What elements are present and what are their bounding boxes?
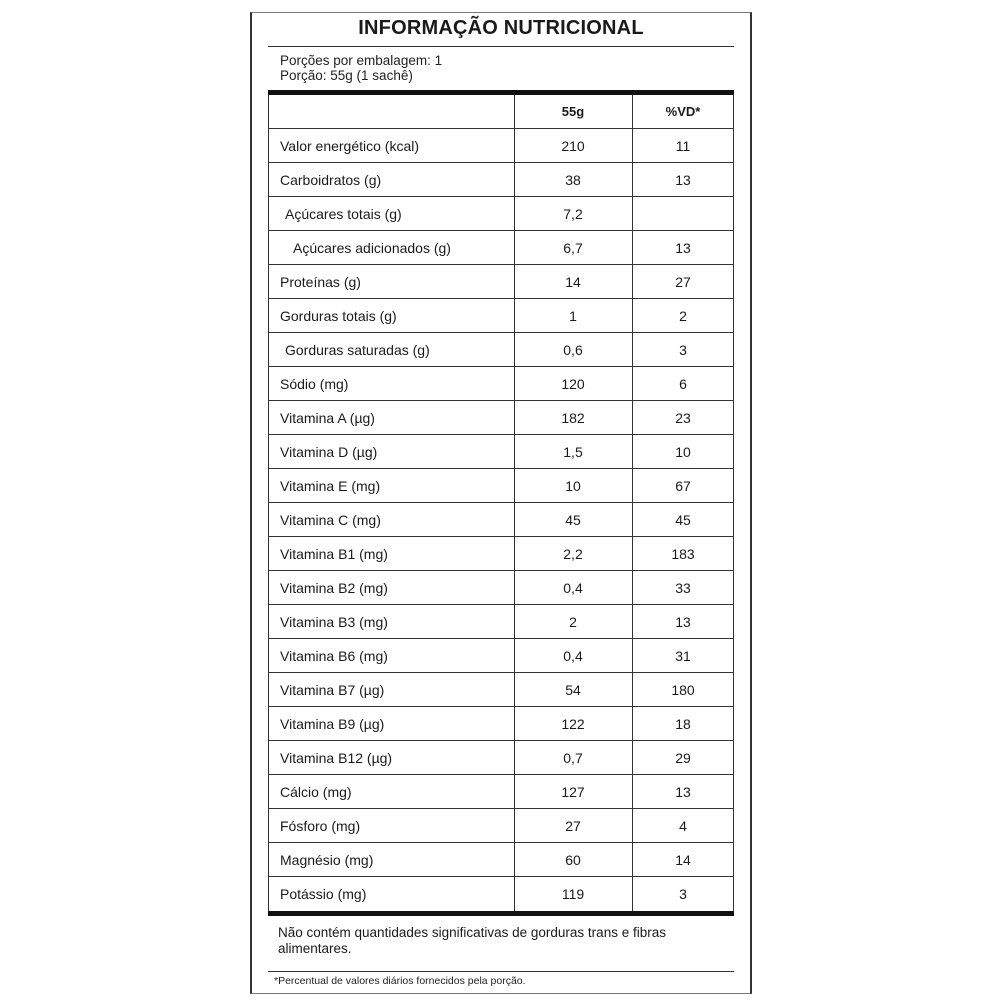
nutrient-quantity: 127 — [561, 783, 585, 800]
table-row — [268, 639, 734, 673]
header-nutrient — [280, 95, 512, 128]
table-header-row — [268, 95, 734, 129]
nutrient-daily-value: 14 — [675, 851, 691, 868]
nutrient-quantity: 182 — [561, 409, 585, 426]
table-row — [268, 571, 734, 605]
nutrient-quantity: 10 — [565, 477, 581, 494]
divider — [268, 46, 734, 47]
nutrient-name: Cálcio (mg) — [280, 783, 352, 800]
table-row — [268, 673, 734, 707]
nutrient-quantity: 0,7 — [563, 749, 583, 766]
nutrient-name: Magnésio (mg) — [280, 851, 374, 868]
nutrient-daily-value: 3 — [679, 341, 687, 358]
table-row — [268, 367, 734, 401]
nutrient-name: Potássio (mg) — [280, 886, 367, 902]
nutrient-quantity: 2,2 — [563, 545, 583, 562]
nutrient-quantity: 14 — [565, 273, 581, 290]
serving-size: Porção: 55g (1 sachê) — [280, 68, 413, 83]
table-row — [268, 197, 734, 231]
nutrient-name: Vitamina B3 (mg) — [280, 613, 388, 630]
table-row — [268, 605, 734, 639]
nutrient-name: Valor energético (kcal) — [280, 137, 420, 154]
nutrition-label — [250, 12, 752, 994]
nutrient-name: Carboidratos (g) — [280, 171, 382, 188]
nutrient-quantity: 120 — [561, 375, 585, 392]
nutrient-name: Vitamina B1 (mg) — [280, 545, 388, 562]
nutrient-daily-value: 27 — [675, 273, 691, 290]
table-row — [268, 231, 734, 265]
nutrient-daily-value: 13 — [675, 171, 691, 188]
table-row — [268, 333, 734, 367]
nutrient-name: Vitamina C (mg) — [280, 511, 381, 528]
nutrient-name: Sódio (mg) — [280, 375, 349, 392]
nutrient-daily-value: 33 — [675, 579, 691, 596]
nutrient-daily-value: 23 — [675, 409, 691, 426]
nutrient-daily-value: 13 — [675, 239, 691, 256]
nutrient-quantity: 122 — [561, 715, 585, 732]
table-row — [268, 809, 734, 843]
table-row — [268, 435, 734, 469]
table-row — [268, 469, 734, 503]
divider — [268, 971, 734, 972]
table-row — [268, 299, 734, 333]
nutrient-daily-value: 11 — [675, 137, 691, 154]
nutrition-note: Não contém quantidades significativas de gorduras trans e fibras alimentares. — [278, 925, 666, 956]
nutrient-name: Fósforo (mg) — [280, 817, 361, 834]
table-row — [268, 707, 734, 741]
nutrient-name: Vitamina A (µg) — [280, 409, 375, 426]
nutrient-name: Vitamina B12 (µg) — [280, 749, 393, 766]
table-row — [268, 741, 734, 775]
label-title: INFORMAÇÃO NUTRICIONAL — [358, 17, 644, 39]
nutrient-name: Vitamina D (µg) — [280, 443, 378, 460]
nutrient-quantity: 119 — [561, 886, 585, 902]
nutrient-name: Açúcares totais (g) — [285, 205, 402, 222]
nutrient-daily-value: 4 — [679, 817, 687, 834]
thick-divider — [268, 911, 734, 916]
table-row — [268, 537, 734, 571]
nutrient-daily-value: 13 — [675, 613, 691, 630]
nutrient-quantity: 38 — [565, 171, 581, 188]
table-row — [268, 129, 734, 163]
nutrient-name: Açúcares adicionados (g) — [293, 239, 451, 256]
nutrient-quantity: 0,6 — [563, 341, 583, 358]
nutrient-daily-value: 67 — [675, 477, 691, 494]
header-daily-value: %VD* — [665, 104, 701, 119]
table-row — [268, 877, 734, 911]
table-row — [268, 775, 734, 809]
nutrient-name: Vitamina B6 (mg) — [280, 647, 388, 664]
servings-per-package: Porções por embalagem: 1 — [280, 53, 443, 68]
nutrient-quantity: 1 — [569, 307, 577, 324]
table-row — [268, 265, 734, 299]
nutrient-name: Vitamina B7 (µg) — [280, 681, 385, 698]
nutrient-quantity: 1,5 — [563, 443, 583, 460]
nutrient-name: Gorduras saturadas (g) — [285, 341, 430, 358]
nutrient-quantity: 210 — [561, 137, 585, 154]
nutrient-daily-value: 180 — [671, 681, 695, 698]
table-row — [268, 401, 734, 435]
header-quantity: 55g — [561, 104, 585, 119]
nutrient-quantity: 0,4 — [563, 647, 583, 664]
table-row — [268, 503, 734, 537]
nutrient-quantity: 0,4 — [563, 579, 583, 596]
nutrient-daily-value: 45 — [675, 511, 691, 528]
table-row — [268, 163, 734, 197]
nutrient-daily-value: 3 — [679, 886, 687, 902]
nutrient-name: Vitamina B9 (µg) — [280, 715, 385, 732]
nutrient-name: Vitamina E (mg) — [280, 477, 381, 494]
nutrient-name: Gorduras totais (g) — [280, 307, 397, 324]
nutrient-daily-value: 29 — [675, 749, 691, 766]
serving-info — [280, 53, 442, 83]
nutrient-quantity: 54 — [565, 681, 581, 698]
nutrient-daily-value: 18 — [675, 715, 691, 732]
nutrient-name: Proteínas (g) — [280, 273, 361, 290]
nutrient-quantity: 45 — [565, 511, 581, 528]
nutrient-daily-value: 31 — [675, 647, 691, 664]
nutrient-daily-value: 183 — [671, 545, 695, 562]
nutrient-daily-value — [632, 197, 734, 230]
table-row — [268, 843, 734, 877]
nutrient-quantity: 27 — [565, 817, 581, 834]
nutrient-quantity: 7,2 — [563, 205, 583, 222]
nutrient-quantity: 2 — [569, 613, 577, 630]
nutrient-daily-value: 10 — [675, 443, 691, 460]
nutrient-name: Vitamina B2 (mg) — [280, 579, 388, 596]
nutrient-daily-value: 2 — [679, 307, 687, 324]
nutrient-quantity: 60 — [565, 851, 581, 868]
nutrition-table — [268, 95, 734, 911]
nutrient-daily-value: 6 — [679, 375, 687, 392]
nutrient-quantity: 6,7 — [563, 239, 583, 256]
nutrient-daily-value: 13 — [675, 783, 691, 800]
daily-value-footnote: *Percentual de valores diários fornecidos pela porção. — [274, 975, 526, 987]
